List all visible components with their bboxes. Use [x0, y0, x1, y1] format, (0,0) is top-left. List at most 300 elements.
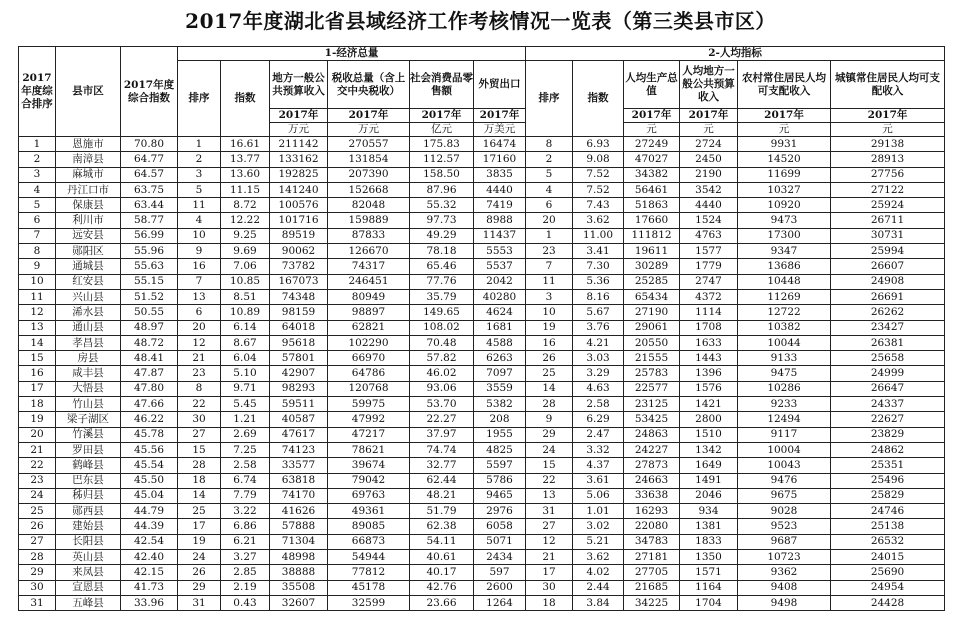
cell-urban-income: 24862 — [831, 442, 945, 457]
cell-rural-income: 9347 — [738, 244, 831, 259]
cell-rank-economy: 31 — [178, 595, 221, 610]
cell-rural-income: 10723 — [738, 550, 831, 565]
cell-retail-sales: 112.57 — [410, 152, 474, 167]
cell-rank-percapita: 1 — [526, 228, 573, 243]
cell-export: 5382 — [474, 397, 526, 412]
cell-gdp-per-capita: 16293 — [624, 504, 680, 519]
cell-retail-sales: 51.79 — [410, 504, 474, 519]
cell-tax-total: 39674 — [328, 458, 410, 473]
cell-tax-total: 32599 — [328, 595, 410, 610]
cell-rank-percapita: 14 — [526, 381, 573, 396]
cell-budget-per-capita: 1342 — [680, 442, 738, 457]
header-export: 外贸出口 — [474, 61, 526, 109]
cell-rank-percapita: 15 — [526, 458, 573, 473]
cell-county: 巴东县 — [56, 473, 121, 488]
cell-rank-total: 22 — [19, 458, 56, 473]
cell-budget-revenue: 73782 — [270, 259, 328, 274]
cell-rural-income: 9408 — [738, 580, 831, 595]
cell-index-economy: 2.58 — [221, 458, 270, 473]
cell-rank-economy: 14 — [178, 488, 221, 503]
cell-urban-income: 25829 — [831, 488, 945, 503]
cell-budget-revenue: 41626 — [270, 504, 328, 519]
cell-urban-income: 28913 — [831, 152, 945, 167]
cell-index-economy: 6.14 — [221, 320, 270, 335]
cell-score-total: 47.87 — [121, 366, 178, 381]
cell-rank-percapita: 7 — [526, 259, 573, 274]
cell-rank-total: 29 — [19, 565, 56, 580]
cell-rural-income: 9523 — [738, 519, 831, 534]
cell-urban-income: 23427 — [831, 320, 945, 335]
cell-index-economy: 8.51 — [221, 289, 270, 304]
cell-rank-total: 6 — [19, 213, 56, 228]
cell-index-percapita: 4.37 — [573, 458, 624, 473]
cell-county: 鹤峰县 — [56, 458, 121, 473]
cell-budget-revenue: 74123 — [270, 442, 328, 457]
cell-urban-income: 24337 — [831, 397, 945, 412]
table-row — [19, 182, 945, 197]
cell-gdp-per-capita: 34225 — [624, 595, 680, 610]
table-row — [19, 213, 945, 228]
cell-retail-sales: 57.82 — [410, 351, 474, 366]
cell-index-percapita: 3.03 — [573, 351, 624, 366]
table-row — [19, 412, 945, 427]
cell-rural-income: 12494 — [738, 412, 831, 427]
cell-rank-economy: 27 — [178, 427, 221, 442]
header-group-economy: 1-经济总量 — [178, 47, 526, 61]
cell-budget-per-capita: 1491 — [680, 473, 738, 488]
cell-index-economy: 16.61 — [221, 137, 270, 152]
cell-county: 利川市 — [56, 213, 121, 228]
table-row — [19, 366, 945, 381]
header-year: 2017年 — [410, 109, 474, 123]
cell-export: 1681 — [474, 320, 526, 335]
cell-index-economy: 12.22 — [221, 213, 270, 228]
cell-rank-economy: 13 — [178, 289, 221, 304]
cell-retail-sales: 74.74 — [410, 442, 474, 457]
header-year: 2017年 — [831, 109, 945, 123]
cell-tax-total: 131854 — [328, 152, 410, 167]
cell-gdp-per-capita: 20550 — [624, 335, 680, 350]
cell-urban-income: 26607 — [831, 259, 945, 274]
cell-index-economy: 8.67 — [221, 335, 270, 350]
table-row — [19, 488, 945, 503]
header-unit: 元 — [624, 123, 680, 137]
cell-rank-total: 12 — [19, 305, 56, 320]
cell-rank-economy: 2 — [178, 152, 221, 167]
cell-rank-economy: 11 — [178, 198, 221, 213]
cell-budget-revenue: 32607 — [270, 595, 328, 610]
cell-urban-income: 24428 — [831, 595, 945, 610]
cell-gdp-per-capita: 17660 — [624, 213, 680, 228]
cell-rank-total: 19 — [19, 412, 56, 427]
cell-urban-income: 24908 — [831, 274, 945, 289]
cell-index-economy: 9.69 — [221, 244, 270, 259]
cell-gdp-per-capita: 47027 — [624, 152, 680, 167]
cell-index-percapita: 3.84 — [573, 595, 624, 610]
cell-score-total: 51.52 — [121, 289, 178, 304]
cell-export: 1955 — [474, 427, 526, 442]
header-budget-revenue: 地方一般公共预算收入 — [270, 61, 328, 109]
cell-index-percapita: 7.52 — [573, 182, 624, 197]
cell-urban-income: 24954 — [831, 580, 945, 595]
cell-rank-total: 10 — [19, 274, 56, 289]
cell-budget-per-capita: 1833 — [680, 534, 738, 549]
cell-budget-revenue: 48998 — [270, 550, 328, 565]
cell-urban-income: 27122 — [831, 182, 945, 197]
cell-export: 6058 — [474, 519, 526, 534]
header-urban-income: 城镇常住居民人均可支配收入 — [831, 61, 945, 109]
header-group-percapita: 2-人均指标 — [526, 47, 945, 61]
cell-score-total: 63.44 — [121, 198, 178, 213]
cell-export: 9465 — [474, 488, 526, 503]
cell-rank-economy: 22 — [178, 397, 221, 412]
cell-tax-total: 246451 — [328, 274, 410, 289]
cell-tax-total: 47992 — [328, 412, 410, 427]
cell-budget-per-capita: 4440 — [680, 198, 738, 213]
cell-rural-income: 9362 — [738, 565, 831, 580]
cell-budget-revenue: 90062 — [270, 244, 328, 259]
cell-index-economy: 0.43 — [221, 595, 270, 610]
cell-retail-sales: 70.48 — [410, 335, 474, 350]
table-row — [19, 550, 945, 565]
cell-tax-total: 45178 — [328, 580, 410, 595]
cell-county: 通山县 — [56, 320, 121, 335]
cell-budget-revenue: 42907 — [270, 366, 328, 381]
cell-score-total: 48.72 — [121, 335, 178, 350]
header-budget-per-capita: 人均地方一般公共预算收入 — [680, 61, 738, 109]
cell-budget-per-capita: 3542 — [680, 182, 738, 197]
cell-urban-income: 26532 — [831, 534, 945, 549]
cell-budget-per-capita: 1704 — [680, 595, 738, 610]
cell-rank-percapita: 8 — [526, 137, 573, 152]
cell-gdp-per-capita: 65434 — [624, 289, 680, 304]
cell-county: 宣恩县 — [56, 580, 121, 595]
cell-budget-revenue: 63818 — [270, 473, 328, 488]
cell-tax-total: 120768 — [328, 381, 410, 396]
cell-gdp-per-capita: 27181 — [624, 550, 680, 565]
cell-rank-total: 20 — [19, 427, 56, 442]
cell-export: 2434 — [474, 550, 526, 565]
table-body — [19, 137, 945, 611]
cell-index-percapita: 8.16 — [573, 289, 624, 304]
cell-index-percapita: 2.58 — [573, 397, 624, 412]
header-index-2: 指数 — [573, 61, 624, 137]
cell-budget-revenue: 100576 — [270, 198, 328, 213]
cell-budget-per-capita: 934 — [680, 504, 738, 519]
cell-gdp-per-capita: 24227 — [624, 442, 680, 457]
header-unit: 元 — [831, 123, 945, 137]
cell-budget-revenue: 95618 — [270, 335, 328, 350]
header-year: 2017年 — [738, 109, 831, 123]
cell-gdp-per-capita: 51863 — [624, 198, 680, 213]
cell-tax-total: 126670 — [328, 244, 410, 259]
cell-rank-economy: 7 — [178, 274, 221, 289]
cell-index-percapita: 4.02 — [573, 565, 624, 580]
table-row — [19, 320, 945, 335]
cell-rank-percapita: 22 — [526, 473, 573, 488]
cell-tax-total: 66873 — [328, 534, 410, 549]
cell-budget-revenue: 167073 — [270, 274, 328, 289]
cell-gdp-per-capita: 22577 — [624, 381, 680, 396]
cell-rank-percapita: 17 — [526, 565, 573, 580]
cell-rank-economy: 8 — [178, 381, 221, 396]
table-row — [19, 167, 945, 182]
cell-score-total: 45.50 — [121, 473, 178, 488]
cell-urban-income: 24999 — [831, 366, 945, 381]
cell-index-economy: 11.15 — [221, 182, 270, 197]
cell-budget-per-capita: 1708 — [680, 320, 738, 335]
table-row — [19, 244, 945, 259]
cell-rural-income: 10920 — [738, 198, 831, 213]
cell-retail-sales: 65.46 — [410, 259, 474, 274]
cell-rank-percapita: 6 — [526, 198, 573, 213]
cell-rank-total: 24 — [19, 488, 56, 503]
cell-budget-per-capita: 1381 — [680, 519, 738, 534]
cell-urban-income: 26647 — [831, 381, 945, 396]
cell-export: 7419 — [474, 198, 526, 213]
cell-index-economy: 5.45 — [221, 397, 270, 412]
cell-index-percapita: 11.00 — [573, 228, 624, 243]
cell-budget-revenue: 57801 — [270, 351, 328, 366]
cell-retail-sales: 23.66 — [410, 595, 474, 610]
cell-urban-income: 26381 — [831, 335, 945, 350]
cell-export: 5553 — [474, 244, 526, 259]
cell-retail-sales: 42.76 — [410, 580, 474, 595]
cell-index-percapita: 5.06 — [573, 488, 624, 503]
cell-rural-income: 9028 — [738, 504, 831, 519]
cell-urban-income: 24015 — [831, 550, 945, 565]
cell-gdp-per-capita: 21555 — [624, 351, 680, 366]
table-row — [19, 504, 945, 519]
cell-export: 4825 — [474, 442, 526, 457]
cell-rank-total: 31 — [19, 595, 56, 610]
cell-retail-sales: 62.44 — [410, 473, 474, 488]
cell-tax-total: 78621 — [328, 442, 410, 457]
cell-rural-income: 9476 — [738, 473, 831, 488]
cell-urban-income: 25994 — [831, 244, 945, 259]
cell-rank-economy: 18 — [178, 473, 221, 488]
header-tax-total: 税收总量（含上交中央税收） — [328, 61, 410, 109]
cell-budget-revenue: 89519 — [270, 228, 328, 243]
cell-tax-total: 79042 — [328, 473, 410, 488]
cell-rank-economy: 4 — [178, 213, 221, 228]
header-index-1: 指数 — [221, 61, 270, 137]
cell-rural-income: 9498 — [738, 595, 831, 610]
cell-export: 4588 — [474, 335, 526, 350]
cell-export: 5597 — [474, 458, 526, 473]
cell-export: 3559 — [474, 381, 526, 396]
cell-county: 丹江口市 — [56, 182, 121, 197]
cell-retail-sales: 35.79 — [410, 289, 474, 304]
cell-rank-total: 3 — [19, 167, 56, 182]
cell-county: 梁子湖区 — [56, 412, 121, 427]
cell-index-percapita: 3.62 — [573, 550, 624, 565]
cell-rank-economy: 28 — [178, 458, 221, 473]
table-row — [19, 259, 945, 274]
table-row — [19, 152, 945, 167]
cell-index-percapita: 3.32 — [573, 442, 624, 457]
cell-gdp-per-capita: 56461 — [624, 182, 680, 197]
cell-tax-total: 87833 — [328, 228, 410, 243]
cell-retail-sales: 22.27 — [410, 412, 474, 427]
cell-budget-per-capita: 4763 — [680, 228, 738, 243]
cell-index-economy: 5.10 — [221, 366, 270, 381]
cell-rank-total: 9 — [19, 259, 56, 274]
cell-rank-total: 5 — [19, 198, 56, 213]
table-row — [19, 595, 945, 610]
cell-gdp-per-capita: 25285 — [624, 274, 680, 289]
cell-gdp-per-capita: 27705 — [624, 565, 680, 580]
cell-gdp-per-capita: 27873 — [624, 458, 680, 473]
cell-gdp-per-capita: 27190 — [624, 305, 680, 320]
cell-budget-per-capita: 1510 — [680, 427, 738, 442]
cell-budget-per-capita: 2800 — [680, 412, 738, 427]
cell-tax-total: 89085 — [328, 519, 410, 534]
cell-rural-income: 11269 — [738, 289, 831, 304]
cell-rank-total: 13 — [19, 320, 56, 335]
cell-budget-per-capita: 2747 — [680, 274, 738, 289]
cell-tax-total: 270557 — [328, 137, 410, 152]
cell-gdp-per-capita: 25783 — [624, 366, 680, 381]
cell-rank-total: 17 — [19, 381, 56, 396]
cell-county: 长阳县 — [56, 534, 121, 549]
cell-score-total: 48.97 — [121, 320, 178, 335]
cell-budget-revenue: 192825 — [270, 167, 328, 182]
cell-retail-sales: 77.76 — [410, 274, 474, 289]
cell-budget-per-capita: 1396 — [680, 366, 738, 381]
cell-county: 孝昌县 — [56, 335, 121, 350]
cell-gdp-per-capita: 21685 — [624, 580, 680, 595]
cell-tax-total: 98897 — [328, 305, 410, 320]
cell-county: 浠水县 — [56, 305, 121, 320]
cell-gdp-per-capita: 33638 — [624, 488, 680, 503]
header-unit: 亿元 — [410, 123, 474, 137]
cell-score-total: 58.77 — [121, 213, 178, 228]
cell-rank-total: 30 — [19, 580, 56, 595]
cell-rank-percapita: 26 — [526, 351, 573, 366]
cell-score-total: 42.15 — [121, 565, 178, 580]
cell-tax-total: 47217 — [328, 427, 410, 442]
cell-county: 来凤县 — [56, 565, 121, 580]
cell-score-total: 41.73 — [121, 580, 178, 595]
cell-budget-revenue: 98293 — [270, 381, 328, 396]
cell-gdp-per-capita: 34382 — [624, 167, 680, 182]
cell-budget-revenue: 98159 — [270, 305, 328, 320]
header-rural-income: 农村常住居民人均可支配收入 — [738, 61, 831, 109]
cell-export: 7097 — [474, 366, 526, 381]
cell-budget-per-capita: 1649 — [680, 458, 738, 473]
cell-retail-sales: 158.50 — [410, 167, 474, 182]
cell-rank-total: 26 — [19, 519, 56, 534]
cell-rank-economy: 20 — [178, 320, 221, 335]
cell-rural-income: 10327 — [738, 182, 831, 197]
cell-rural-income: 9687 — [738, 534, 831, 549]
cell-export: 4624 — [474, 305, 526, 320]
cell-score-total: 44.39 — [121, 519, 178, 534]
cell-urban-income: 30731 — [831, 228, 945, 243]
cell-score-total: 64.57 — [121, 167, 178, 182]
cell-rank-percapita: 4 — [526, 182, 573, 197]
cell-rank-percapita: 30 — [526, 580, 573, 595]
cell-index-economy: 8.72 — [221, 198, 270, 213]
cell-export: 2600 — [474, 580, 526, 595]
cell-budget-per-capita: 2046 — [680, 488, 738, 503]
header-year: 2017年 — [474, 109, 526, 123]
cell-county: 竹溪县 — [56, 427, 121, 442]
cell-rank-economy: 30 — [178, 412, 221, 427]
cell-rank-economy: 1 — [178, 137, 221, 152]
cell-score-total: 55.15 — [121, 274, 178, 289]
cell-rural-income: 9475 — [738, 366, 831, 381]
cell-urban-income: 27756 — [831, 167, 945, 182]
cell-urban-income: 22627 — [831, 412, 945, 427]
cell-index-economy: 7.06 — [221, 259, 270, 274]
cell-tax-total: 102290 — [328, 335, 410, 350]
cell-budget-revenue: 101716 — [270, 213, 328, 228]
cell-budget-per-capita: 1350 — [680, 550, 738, 565]
cell-index-economy: 9.25 — [221, 228, 270, 243]
cell-rural-income: 10382 — [738, 320, 831, 335]
cell-rank-percapita: 10 — [526, 305, 573, 320]
cell-export: 5071 — [474, 534, 526, 549]
cell-budget-revenue: 211142 — [270, 137, 328, 152]
cell-retail-sales: 53.70 — [410, 397, 474, 412]
table-row — [19, 228, 945, 243]
cell-county: 大悟县 — [56, 381, 121, 396]
cell-rank-percapita: 23 — [526, 244, 573, 259]
cell-rural-income: 9473 — [738, 213, 831, 228]
cell-gdp-per-capita: 23125 — [624, 397, 680, 412]
cell-rank-economy: 21 — [178, 351, 221, 366]
cell-budget-revenue: 38888 — [270, 565, 328, 580]
cell-export: 597 — [474, 565, 526, 580]
cell-county: 竹山县 — [56, 397, 121, 412]
cell-index-economy: 3.22 — [221, 504, 270, 519]
cell-tax-total: 49361 — [328, 504, 410, 519]
cell-index-economy: 6.04 — [221, 351, 270, 366]
cell-budget-per-capita: 2724 — [680, 137, 738, 152]
cell-score-total: 56.99 — [121, 228, 178, 243]
cell-budget-revenue: 59511 — [270, 397, 328, 412]
cell-export: 4440 — [474, 182, 526, 197]
cell-rural-income: 10286 — [738, 381, 831, 396]
cell-index-economy: 2.69 — [221, 427, 270, 442]
cell-rural-income: 10448 — [738, 274, 831, 289]
cell-index-percapita: 3.02 — [573, 519, 624, 534]
cell-rank-total: 15 — [19, 351, 56, 366]
cell-rank-percapita: 27 — [526, 519, 573, 534]
cell-rural-income: 9675 — [738, 488, 831, 503]
cell-index-percapita: 2.44 — [573, 580, 624, 595]
cell-export: 3835 — [474, 167, 526, 182]
cell-rank-economy: 15 — [178, 442, 221, 457]
cell-index-economy: 10.89 — [221, 305, 270, 320]
cell-index-percapita: 7.30 — [573, 259, 624, 274]
cell-county: 秭归县 — [56, 488, 121, 503]
cell-county: 英山县 — [56, 550, 121, 565]
cell-rank-economy: 23 — [178, 366, 221, 381]
cell-export: 40280 — [474, 289, 526, 304]
cell-rank-percapita: 29 — [526, 427, 573, 442]
cell-retail-sales: 37.97 — [410, 427, 474, 442]
cell-rural-income: 13686 — [738, 259, 831, 274]
cell-budget-per-capita: 2450 — [680, 152, 738, 167]
cell-rank-total: 2 — [19, 152, 56, 167]
cell-score-total: 45.78 — [121, 427, 178, 442]
table-row — [19, 473, 945, 488]
cell-urban-income: 24746 — [831, 504, 945, 519]
cell-tax-total: 69763 — [328, 488, 410, 503]
